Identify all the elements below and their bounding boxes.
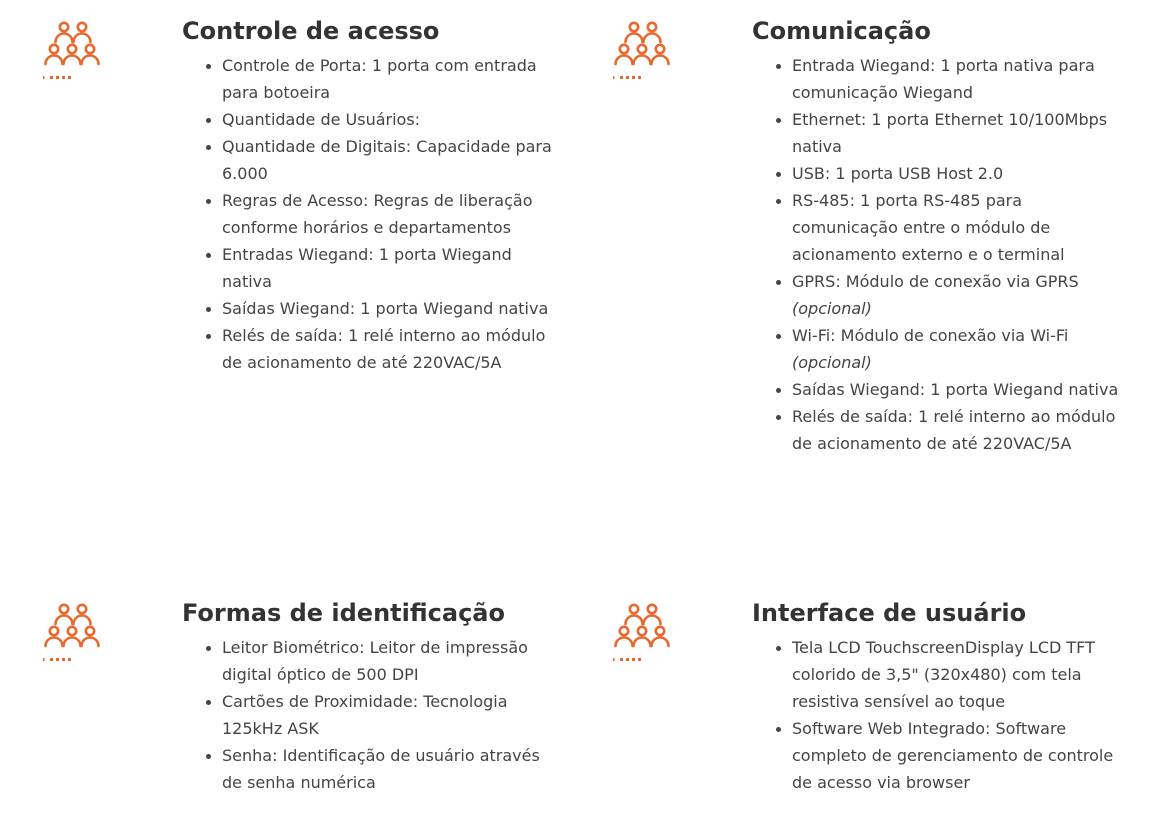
- list-item: GPRS: Módulo de conexão via GPRS (opcional): [792, 268, 1132, 322]
- section-title: Comunicação: [752, 17, 931, 45]
- list-item: Cartões de Proximidade: Tecnologia 125kHz ASK: [222, 688, 562, 742]
- list-item: RS-485: 1 porta RS-485 para comunicação entre o módulo de acionamento externo e o terminal: [792, 187, 1132, 268]
- list-item: Wi-Fi: Módulo de conexão via Wi-Fi (opcional): [792, 322, 1132, 376]
- list-item: Quantidade de Digitais: Capacidade para 6.000: [222, 133, 562, 187]
- feature-list: [182, 634, 562, 796]
- list-item: Entrada Wiegand: 1 porta nativa para comunicação Wiegand: [792, 52, 1132, 106]
- users-group-icon: [40, 598, 104, 662]
- feature-list: [752, 52, 1132, 457]
- list-item: Ethernet: 1 porta Ethernet 10/100Mbps nativa: [792, 106, 1132, 160]
- list-item: Leitor Biométrico: Leitor de impressão digital óptico de 500 DPI: [222, 634, 562, 688]
- feature-list: [752, 634, 1132, 796]
- list-item: Regras de Acesso: Regras de liberação conforme horários e departamentos: [222, 187, 562, 241]
- list-item: Tela LCD TouchscreenDisplay LCD TFT colorido de 3,5" (320x480) com tela resistiva sensível ao toque: [792, 634, 1132, 715]
- list-item: Quantidade de Usuários:: [222, 106, 562, 133]
- section-title: Controle de acesso: [182, 17, 440, 45]
- feature-list: [182, 52, 562, 376]
- users-group-icon: [40, 16, 104, 80]
- list-item: Senha: Identificação de usuário através de senha numérica: [222, 742, 562, 796]
- list-item: Relés de saída: 1 relé interno ao módulo de acionamento de até 220VAC/5A: [222, 322, 562, 376]
- section-title: Interface de usuário: [752, 599, 1027, 627]
- list-item: Relés de saída: 1 relé interno ao módulo de acionamento de até 220VAC/5A: [792, 403, 1132, 457]
- list-item: Controle de Porta: 1 porta com entrada para botoeira: [222, 52, 562, 106]
- users-group-icon: [610, 598, 674, 662]
- list-item: USB: 1 porta USB Host 2.0: [792, 160, 1132, 187]
- list-item: Saídas Wiegand: 1 porta Wiegand nativa: [792, 376, 1132, 403]
- list-item: Saídas Wiegand: 1 porta Wiegand nativa: [222, 295, 562, 322]
- users-group-icon: [610, 16, 674, 80]
- list-item: Software Web Integrado: Software completo de gerenciamento de controle de acesso via browser: [792, 715, 1132, 796]
- list-item: Entradas Wiegand: 1 porta Wiegand nativa: [222, 241, 562, 295]
- section-title: Formas de identificação: [182, 599, 505, 627]
- optional-note: (opcional): [792, 299, 872, 318]
- optional-note: (opcional): [792, 353, 872, 372]
